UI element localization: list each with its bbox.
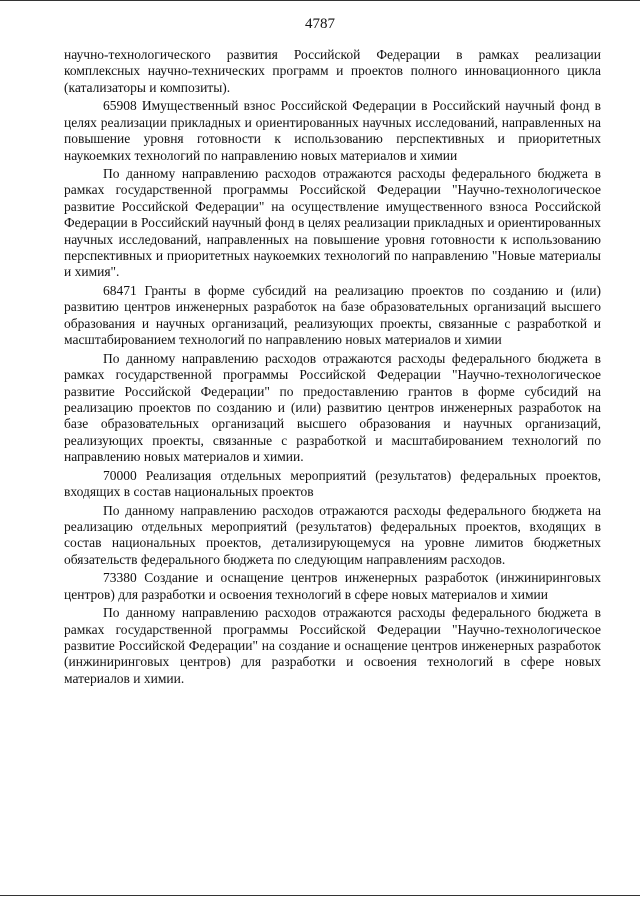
page-top-edge [0,0,640,1]
paragraph-code-68471: 68471 Гранты в форме субсидий на реализацию проектов по созданию и (или) развитию центров инженерных разработок на базе образовательных организаций высшего образования и научных организаций, реализующих проекты, связанные с разработкой и масштабированием технологий по направлению новых материалов и химии [64,282,601,348]
paragraph-description: По данному направлению расходов отражаются расходы федерального бюджета в рамках государственной программы Российской Федерации "Научно-технологическое развитие Российской Федерации" на осуществление имущественного взноса Российской Федерации в Российский научный фонд в целях реализации прикладных и ориентированных научных исследований, направленных на повышение уровня готовности к использованию перспективных и приоритетных наукоемких технологий по направлению "Новые материалы и химия". [64,166,601,280]
paragraph-description: По данному направлению расходов отражаются расходы федерального бюджета в рамках государственной программы Российской Федерации "Научно-технологическое развитие Российской Федерации" на создание и оснащение центров инженерных разработок (инжиниринговых центров) для разработки и освоения технологий в сфере новых материалов и химии. [64,605,601,686]
document-body [64,47,601,689]
paragraph-code-70000: 70000 Реализация отдельных мероприятий (результатов) федеральных проектов, входящих в состав национальных проектов [64,467,601,500]
paragraph-continuation: научно-технологического развития Российской Федерации в рамках реализации комплексных научно-технических программ и проектов полного инновационного цикла (катализаторы и композиты). [64,47,601,95]
page-number: 4787 [305,16,335,32]
paragraph-code-73380: 73380 Создание и оснащение центров инженерных разработок (инжиниринговых центров) для разработки и освоения технологий в сфере новых материалов и химии [64,570,601,602]
page-bottom-edge [0,895,640,896]
paragraph-description: По данному направлению расходов отражаются расходы федерального бюджета в рамках государственной программы Российской Федерации "Научно-технологическое развитие Российской Федерации" по предоставлению грантов в форме субсидий на реализацию проектов по созданию и (или) развитию центров инженерных разработок на базе образовательных организаций высшего образования и научных организаций, реализующих проекты, связанные с разработкой и масштабированием технологий по направлению новых материалов и химии. [64,350,601,465]
paragraph-description: По данному направлению расходов отражаются расходы федерального бюджета на реализацию отдельных мероприятий (результатов) федеральных проектов, входящих в состав национальных проектов, детализирующемуся на уровне лимитов бюджетных обязательств федерального бюджета по следующим направлениям расходов. [64,502,601,567]
paragraph-code-65908: 65908 Имущественный взнос Российской Федерации в Российский научный фонд в целях реализации прикладных и ориентированных научных исследований, направленных на повышение уровня готовности к использованию перспективных и приоритетных наукоемких технологий по направлению новых материалов и химии [64,98,601,163]
